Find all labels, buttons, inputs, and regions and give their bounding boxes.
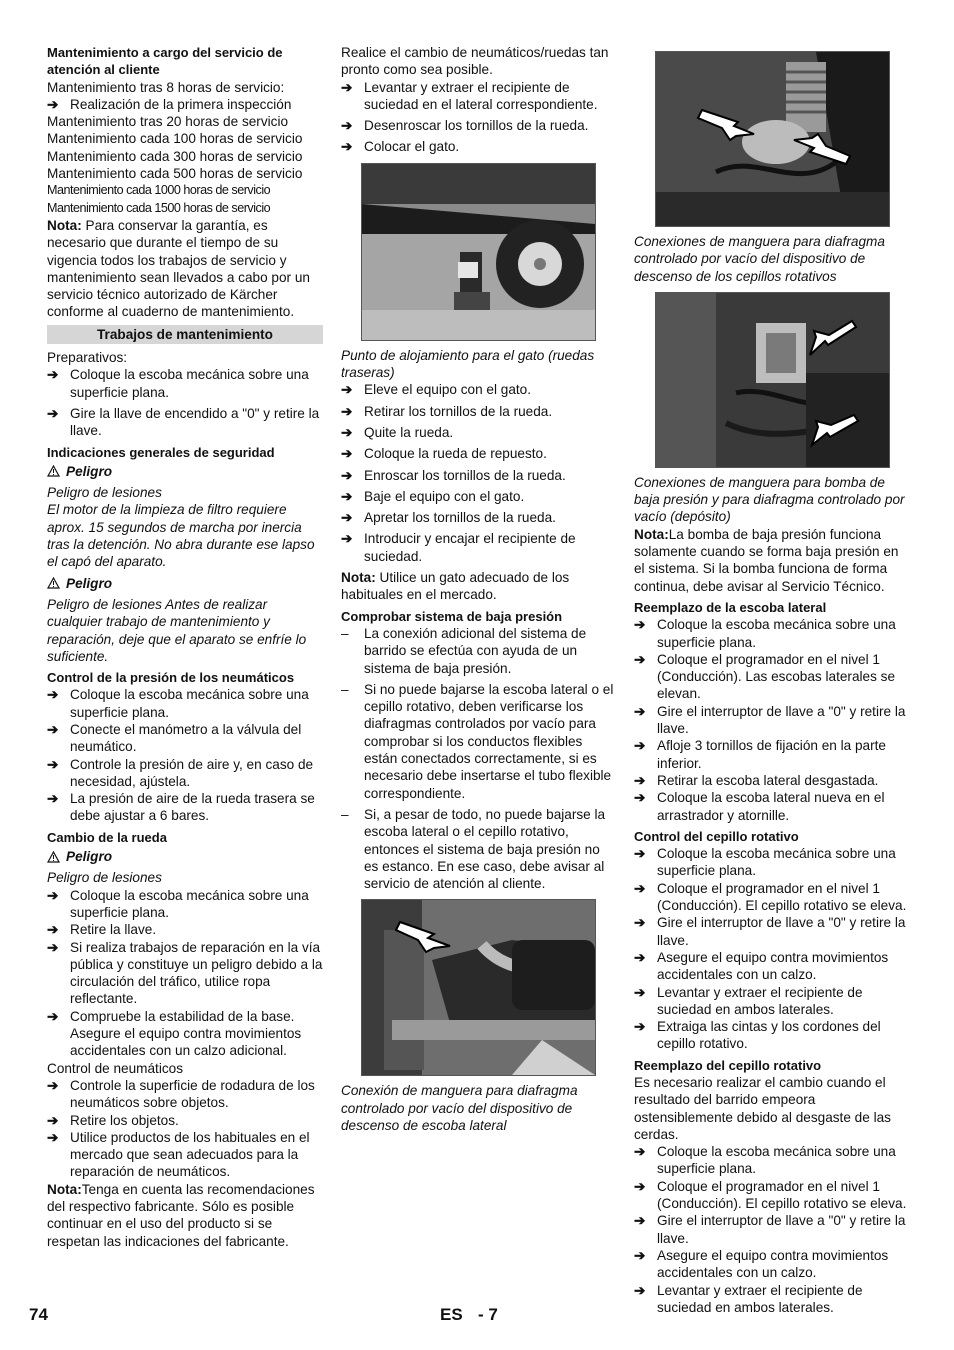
list-item: ➔ Levantar y extraer el recipiente de suciedad en ambos laterales.: [634, 1282, 863, 1315]
arrow-icon: ➔: [47, 939, 59, 955]
schedule-line: Mantenimiento cada 1500 horas de servicio: [47, 200, 271, 215]
list-item: ➔ Asegure el equipo contra movimientos accidentales con un calzo.: [634, 1247, 889, 1281]
photo-low-pressure-pump: [655, 292, 890, 468]
list-item: ➔ Retirar la escoba lateral desgastada.: [634, 772, 879, 788]
list-item: ➔ Levantar y extraer el recipiente de suciedad en el lateral correspondiente.: [341, 79, 598, 112]
list-item: ➔ Coloque la escoba mecánica sobre una superficie plana.: [634, 1144, 896, 1177]
arrow-icon: ➔: [634, 1213, 646, 1229]
arrow-icon: ➔: [634, 738, 646, 754]
arrow-icon: ➔: [47, 1008, 59, 1024]
warning-text: Peligro de lesiones Antes de realizar cualquier trabajo de mantenimiento y reparación, deje que el aparato se enfríe lo suficiente.: [47, 596, 307, 664]
photo-rotary-brush-hose: [655, 51, 890, 227]
list-item: – Si, a pesar de todo, no puede bajarse la escoba lateral o el cepillo rotativo, entonces el sistema de baja presión no es estanco. En ese caso, debe avisar al servicio de atención al cliente.: [341, 806, 606, 892]
heading-low-pressure: Comprobar sistema de baja presión: [341, 608, 563, 624]
dash-marker: –: [341, 806, 349, 822]
schedule-line: Mantenimiento cada 100 horas de servicio: [47, 131, 303, 147]
list-item: ➔ Coloque el programador en el nivel 1 (Conducción). Las escobas laterales se elevan.: [634, 651, 896, 702]
arrow-icon: ➔: [47, 687, 59, 703]
heading-customer-service: Mantenimiento a cargo del servicio de atención al cliente: [47, 45, 283, 78]
list-item: ➔ Extraiga las cintas y los cordones del cepillo rotativo.: [634, 1019, 881, 1052]
rotary-brush-hose-photo-image: [656, 52, 889, 226]
list-item: ➔ Coloque la escoba mecánica sobre una superficie plana.: [47, 687, 309, 720]
replace-intro: Es necesario realizar el cambio cuando el resultado del barrido empeora ostensiblemente debido al desgaste de las cerdas.: [634, 1074, 891, 1142]
arrow-icon: ➔: [634, 949, 646, 965]
language-code: ES: [440, 1305, 463, 1324]
list-item: ➔ Coloque la escoba mecánica sobre una superficie plana.: [47, 367, 309, 400]
warning-line: Peligro de lesiones: [47, 870, 162, 886]
arrow-icon: ➔: [634, 617, 646, 633]
arrow-icon: ➔: [341, 79, 353, 95]
schedule-line: Mantenimiento tras 20 horas de servicio: [47, 114, 289, 130]
list-item: ➔ Coloque la escoba mecánica sobre una superficie plana.: [47, 887, 309, 920]
list-item: ➔ Realización de la primera inspección: [47, 96, 292, 112]
list-item: ➔ Retire la llave.: [47, 922, 157, 938]
arrow-icon: ➔: [634, 772, 646, 788]
list-item: ➔ Afloje 3 tornillos de fijación en la parte inferior.: [634, 738, 886, 771]
arrow-icon: ➔: [47, 756, 59, 772]
figure-caption: Punto de alojamiento para el gato (ruedas traseras): [341, 347, 595, 381]
arrow-icon: ➔: [341, 139, 353, 155]
arrow-icon: ➔: [634, 984, 646, 1000]
heading-safety: Indicaciones generales de seguridad: [47, 444, 275, 460]
heading-side-broom: Reemplazo de la escoba lateral: [634, 599, 827, 615]
list-item: ➔ Compruebe la estabilidad de la base. Asegure el equipo contra movimientos accidentales con un calzo adicional.: [47, 1008, 302, 1059]
list-item: ➔ Utilice productos de los habituales en el mercado que sean adecuados para la reparación de neumáticos.: [47, 1129, 310, 1180]
photo-jack-point: [361, 163, 596, 341]
note: Nota: Para conservar la garantía, es necesario que durante el tiempo de su vigencia todos los trabajos de servicio y mantenimiento sean llevados a cabo por un servicio técnico autorizado de Kärcher conforme al cuaderno de mantenimiento.: [47, 217, 310, 320]
section-number: - 7: [478, 1305, 498, 1324]
arrow-icon: ➔: [634, 1144, 646, 1160]
arrow-icon: ➔: [634, 915, 646, 931]
list-item: – La conexión adicional del sistema de barrido se efectúa con ayuda de un sistema de baja presión.: [341, 625, 587, 676]
list-item: ➔ Coloque el programador en el nivel 1 (Conducción). El cepillo rotativo se eleva.: [634, 1178, 907, 1212]
warning-triangle-icon: [47, 851, 60, 863]
arrow-icon: ➔: [47, 1112, 59, 1128]
list-item: ➔ Baje el equipo con el gato.: [341, 488, 525, 504]
arrow-icon: ➔: [634, 1247, 646, 1263]
side-broom-hose-photo-image: [362, 900, 595, 1075]
heading-wheel-change: Cambio de la rueda: [47, 829, 167, 845]
low-pressure-pump-photo-image: [656, 293, 889, 467]
intro-text: Realice el cambio de neumáticos/ruedas tan pronto como sea posible.: [341, 45, 609, 78]
arrow-icon: ➔: [47, 887, 59, 903]
list-item: ➔ Gire el interruptor de llave a "0" y retire la llave.: [634, 915, 906, 948]
arrow-icon: ➔: [634, 1178, 646, 1194]
after-8-hours: Mantenimiento tras 8 horas de servicio:: [47, 79, 285, 95]
column-1: [47, 44, 323, 1250]
arrow-icon: ➔: [634, 880, 646, 896]
arrow-icon: ➔: [47, 721, 59, 737]
list-item: ➔ Asegure el equipo contra movimientos accidentales con un calzo.: [634, 949, 889, 983]
danger-label: Peligro: [47, 848, 323, 865]
list-item: ➔ Conecte el manómetro a la válvula del neumático.: [47, 721, 302, 755]
dash-marker: –: [341, 625, 349, 641]
arrow-icon: ➔: [47, 405, 59, 421]
list-item: ➔ Si realiza trabajos de reparación en la vía pública y constituye un peligro debido a la circulación del tráfico, utilice ropa reflectante.: [47, 939, 323, 1007]
arrow-icon: ➔: [47, 367, 59, 383]
list-item: ➔ Controle la presión de aire y, en caso de necesidad, ajústela.: [47, 756, 314, 789]
schedule-line: Mantenimiento cada 1000 horas de servicio: [47, 183, 271, 198]
warning-triangle-icon: [47, 577, 60, 589]
schedule-line: Mantenimiento cada 300 horas de servicio: [47, 148, 303, 164]
list-item: ➔ Coloque el programador en el nivel 1 (Conducción). El cepillo rotativo se eleva.: [634, 880, 907, 914]
arrow-icon: ➔: [47, 1129, 59, 1145]
arrow-icon: ➔: [47, 922, 59, 938]
list-item: ➔ Gire el interruptor de llave a "0" y retire la llave.: [634, 703, 906, 737]
heading-roller-replace: Reemplazo del cepillo rotativo: [634, 1057, 822, 1073]
list-item: ➔ Retire los objetos.: [47, 1112, 179, 1128]
list-item: – Si no puede bajarse la escoba lateral o el cepillo rotativo, deben verificarse los diafragmas controlados por vacío para comprobar si los conductos flexibles están conectados correctamente, si es necesario debe insertarse el tubo flexible correspondiente.: [341, 681, 614, 801]
preparations-label: Preparativos:: [47, 350, 128, 366]
list-item: ➔ La presión de aire de la rueda trasera se debe ajustar a 6 bares.: [47, 791, 315, 824]
arrow-icon: ➔: [341, 510, 353, 526]
arrow-icon: ➔: [47, 791, 59, 807]
warning-line: Peligro de lesiones: [47, 485, 162, 501]
arrow-icon: ➔: [341, 424, 353, 440]
arrow-icon: ➔: [341, 403, 353, 419]
note: Nota:Tenga en cuenta las recomendaciones del respectivo fabricante. Sólo es posible continuar en el uso del producto si se respetan las indicaciones del fabricante.: [47, 1181, 315, 1249]
heading-tire-pressure: Control de la presión de los neumáticos: [47, 670, 295, 686]
arrow-icon: ➔: [634, 790, 646, 806]
arrow-icon: ➔: [634, 651, 646, 667]
list-item: ➔ Coloque la escoba mecánica sobre una superficie plana.: [634, 617, 896, 650]
list-item: ➔ Controle la superficie de rodadura de los neumáticos sobre objetos.: [47, 1077, 315, 1111]
list-item: ➔ Introducir y encajar el recipiente de suciedad.: [341, 531, 576, 564]
arrow-icon: ➔: [341, 382, 353, 398]
arrow-icon: ➔: [341, 531, 353, 547]
figure-caption: Conexión de manguera para diafragma controlado por vacío del dispositivo de descenso de escoba lateral: [341, 1083, 578, 1133]
warning-triangle-icon: [47, 465, 60, 477]
warning-text: El motor de la limpieza de filtro requiere aprox. 15 segundos de marcha por inercia tras la detención. No abra durante ese lapso el capó del aparato.: [47, 502, 315, 570]
tire-control-label: Control de neumáticos: [47, 1060, 184, 1076]
arrow-icon: ➔: [634, 703, 646, 719]
list-item: ➔ Coloque la escoba mecánica sobre una superficie plana.: [634, 846, 896, 879]
list-item: ➔ Enroscar los tornillos de la rueda.: [341, 467, 566, 483]
arrow-icon: ➔: [341, 467, 353, 483]
page-number: 74: [29, 1305, 48, 1324]
section-title-bar: Trabajos de mantenimiento: [47, 325, 323, 344]
danger-label: Peligro: [47, 463, 323, 480]
figure-caption: Conexiones de manguera para bomba de baja presión y para diafragma controlado por vacío (depósito): [634, 474, 905, 525]
list-item: ➔ Colocar el gato.: [341, 139, 460, 155]
arrow-icon: ➔: [634, 1282, 646, 1298]
dash-marker: –: [341, 681, 349, 697]
list-item: ➔ Quite la rueda.: [341, 424, 454, 440]
list-item: ➔ Coloque la rueda de repuesto.: [341, 446, 547, 462]
column-2: [341, 44, 615, 1134]
photo-side-broom-hose: [361, 899, 596, 1076]
arrow-icon: ➔: [341, 446, 353, 462]
arrow-icon: ➔: [634, 846, 646, 862]
note: Nota: Utilice un gato adecuado de los habituales en el mercado.: [341, 570, 570, 603]
jack-photo-image: [362, 164, 595, 340]
list-item: ➔ Gire la llave de encendido a "0" y retire la llave.: [47, 405, 320, 439]
arrow-icon: ➔: [341, 488, 353, 504]
list-item: ➔ Gire el interruptor de llave a "0" y retire la llave.: [634, 1213, 906, 1246]
heading-roller-control: Control del cepillo rotativo: [634, 828, 799, 844]
arrow-icon: ➔: [47, 96, 59, 112]
list-item: ➔ Eleve el equipo con el gato.: [341, 382, 532, 398]
note: Nota:La bomba de baja presión funciona solamente cuando se forma baja presión en el sistema. Si la bomba funciona de forma continua, debe avisar al Servicio Técnico.: [634, 526, 899, 594]
list-item: ➔ Coloque la escoba lateral nueva en el arrastrador y atornille.: [634, 790, 885, 823]
schedule-line: Mantenimiento cada 500 horas de servicio: [47, 166, 303, 182]
list-item: ➔ Levantar y extraer el recipiente de suciedad en ambos laterales.: [634, 984, 863, 1017]
danger-label: Peligro: [47, 575, 323, 592]
list-item: ➔ Retirar los tornillos de la rueda.: [341, 403, 553, 419]
list-item: ➔ Apretar los tornillos de la rueda.: [341, 510, 556, 526]
arrow-icon: ➔: [341, 118, 353, 134]
arrow-icon: ➔: [47, 1077, 59, 1093]
arrow-icon: ➔: [634, 1019, 646, 1035]
list-item: ➔ Desenroscar los tornillos de la rueda.: [341, 118, 589, 134]
figure-caption: Conexiones de manguera para diafragma controlado por vacío del dispositivo de descenso de los cepillos rotativos: [634, 234, 885, 284]
column-3: [634, 44, 910, 1316]
